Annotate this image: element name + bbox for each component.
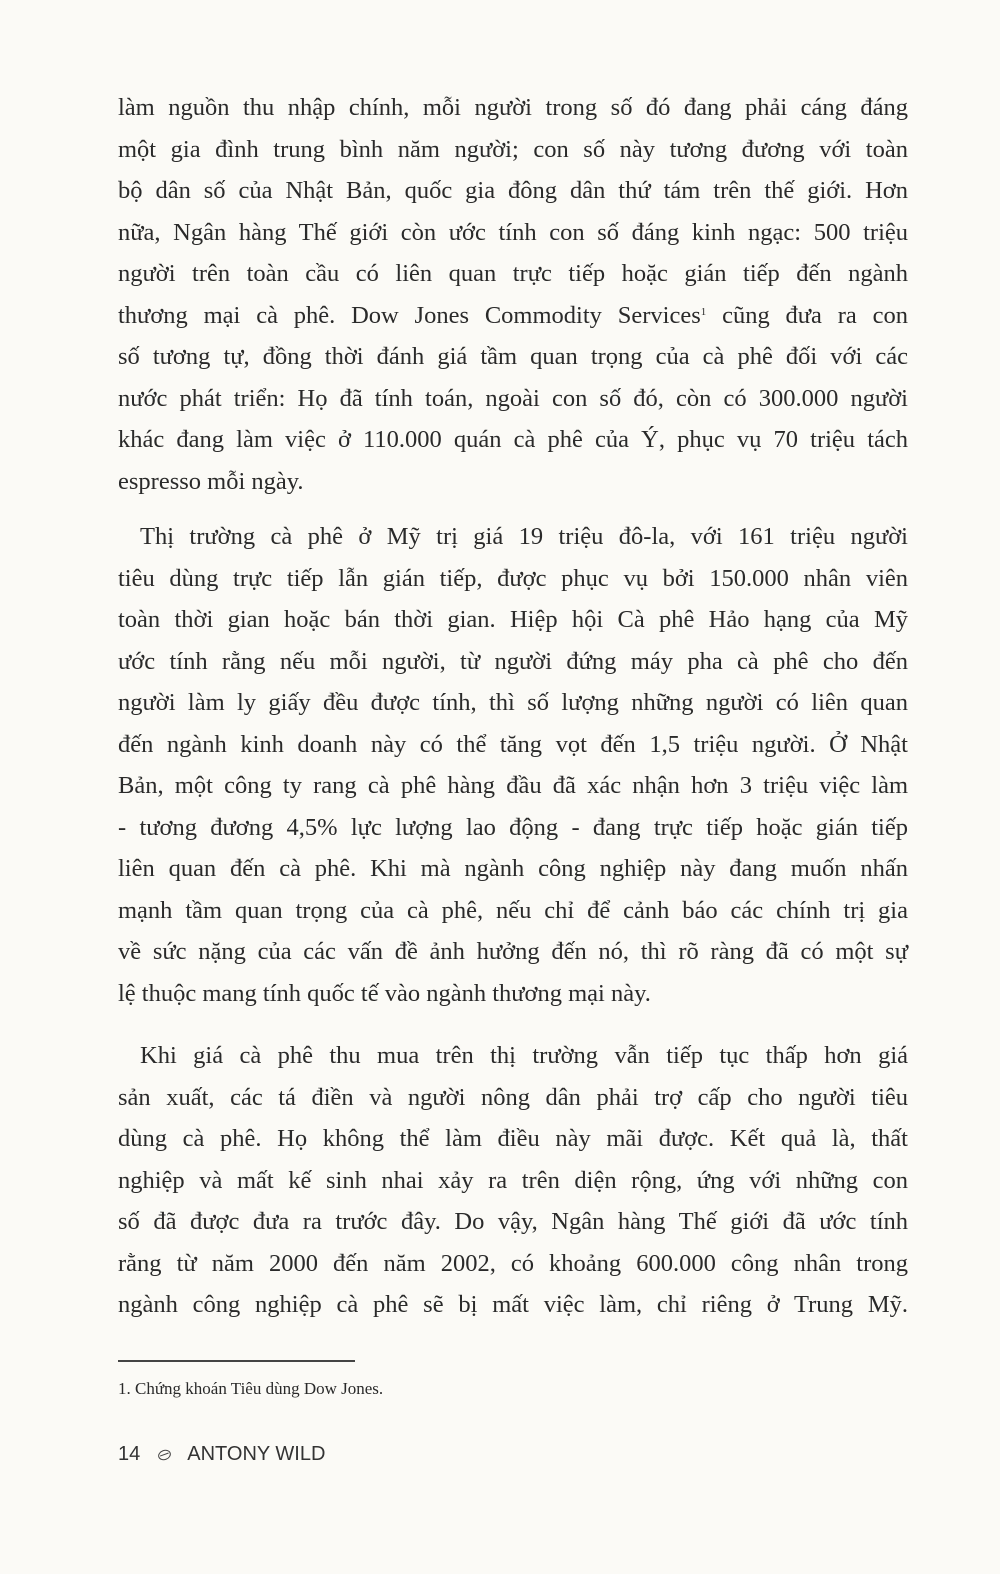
text-segment: thương mại cà phê. Dow Jones Commodity Services [118, 301, 701, 329]
text-line: espresso mỗi ngày. [118, 467, 304, 495]
text-line: Khi giá cà phê thu mua trên thị trường vẫn tiếp tục thấp hơn giá [140, 1042, 908, 1069]
paragraph-1 [118, 87, 908, 502]
text-line: Thị trường cà phê ở Mỹ trị giá 19 triệu đô-la, với 161 triệu người [140, 523, 908, 550]
text-line: nghiệp và mất kế sinh nhai xảy ra trên diện rộng, ứng với những con [118, 1166, 908, 1194]
text-line: một gia đình trung bình năm người; con số này tương đương với toàn [118, 135, 908, 163]
paragraph-3 [118, 1035, 908, 1326]
text-line: ước tính rằng nếu mỗi người, từ người đứng máy pha cà phê cho đến [118, 647, 908, 675]
text-line: sản xuất, các tá điền và người nông dân phải trợ cấp cho người tiêu [118, 1083, 908, 1111]
page-number: 14 [118, 1443, 141, 1465]
text-line [118, 295, 908, 337]
text-line: số tương tự, đồng thời đánh giá tầm quan trọng của cà phê đối với các [118, 343, 908, 370]
text-line: lệ thuộc mang tính quốc tế vào ngành thương mại này. [118, 979, 651, 1007]
text-line: đến ngành kinh doanh này có thể tăng vọt đến 1,5 triệu người. Ở Nhật [118, 730, 908, 758]
text-line: ngành công nghiệp cà phê sẽ bị mất việc làm, chỉ riêng ở Trung Mỹ. [118, 1291, 908, 1318]
text-line: người làm ly giấy đều được tính, thì số lượng những người có liên quan [118, 689, 908, 716]
text-line: làm nguồn thu nhập chính, mỗi người trong số đó đang phải cáng đáng [118, 94, 908, 121]
text-line: dùng cà phê. Họ không thể làm điều này mãi được. Kết quả là, thất [118, 1125, 908, 1152]
text-line: về sức nặng của các vấn đề ảnh hưởng đến nó, thì rõ ràng đã có một sự [118, 938, 908, 965]
text-segment: cũng đưa ra con [706, 301, 908, 329]
author-name: ANTONY WILD [187, 1443, 326, 1465]
text-line: nước phát triển: Họ đã tính toán, ngoài con số đó, còn có 300.000 người [118, 384, 908, 412]
text-line: khác đang làm việc ở 110.000 quán cà phê của Ý, phục vụ 70 triệu tách [118, 426, 908, 453]
text-line: bộ dân số của Nhật Bản, quốc gia đông dân thứ tám trên thế giới. Hơn [118, 177, 908, 204]
text-line: Bản, một công ty rang cà phê hàng đầu đã xác nhận hơn 3 triệu việc làm [118, 772, 908, 799]
footnote: 1. Chứng khoán Tiêu dùng Dow Jones. [118, 1379, 384, 1398]
text-line: toàn thời gian hoặc bán thời gian. Hiệp hội Cà phê Hảo hạng của Mỹ [118, 606, 908, 633]
page-footer [118, 1443, 325, 1466]
text-line: tiêu dùng trực tiếp lẫn gián tiếp, được phục vụ bởi 150.000 nhân viên [118, 564, 908, 592]
text-line: rằng từ năm 2000 đến năm 2002, có khoảng 600.000 công nhân trong [118, 1249, 908, 1277]
footnote-reference[interactable]: 1 [700, 305, 707, 318]
text-line: liên quan đến cà phê. Khi mà ngành công nghiệp này đang muốn nhấn [118, 855, 908, 882]
paragraph-2 [118, 516, 908, 1014]
footnote-divider [118, 1360, 355, 1362]
text-line: số đã được đưa ra trước đây. Do vậy, Ngân hàng Thế giới đã ước tính [118, 1208, 908, 1235]
coffee-bean-icon [157, 1448, 173, 1462]
text-line: - tương đương 4,5% lực lượng lao động - đang trực tiếp hoặc gián tiếp [118, 813, 908, 841]
text-line: nữa, Ngân hàng Thế giới còn ước tính con số đáng kinh ngạc: 500 triệu [118, 218, 908, 246]
text-line: mạnh tầm quan trọng của cà phê, nếu chỉ để cảnh báo các chính trị gia [118, 896, 908, 924]
text-line: người trên toàn cầu có liên quan trực tiếp hoặc gián tiếp đến ngành [118, 260, 908, 287]
